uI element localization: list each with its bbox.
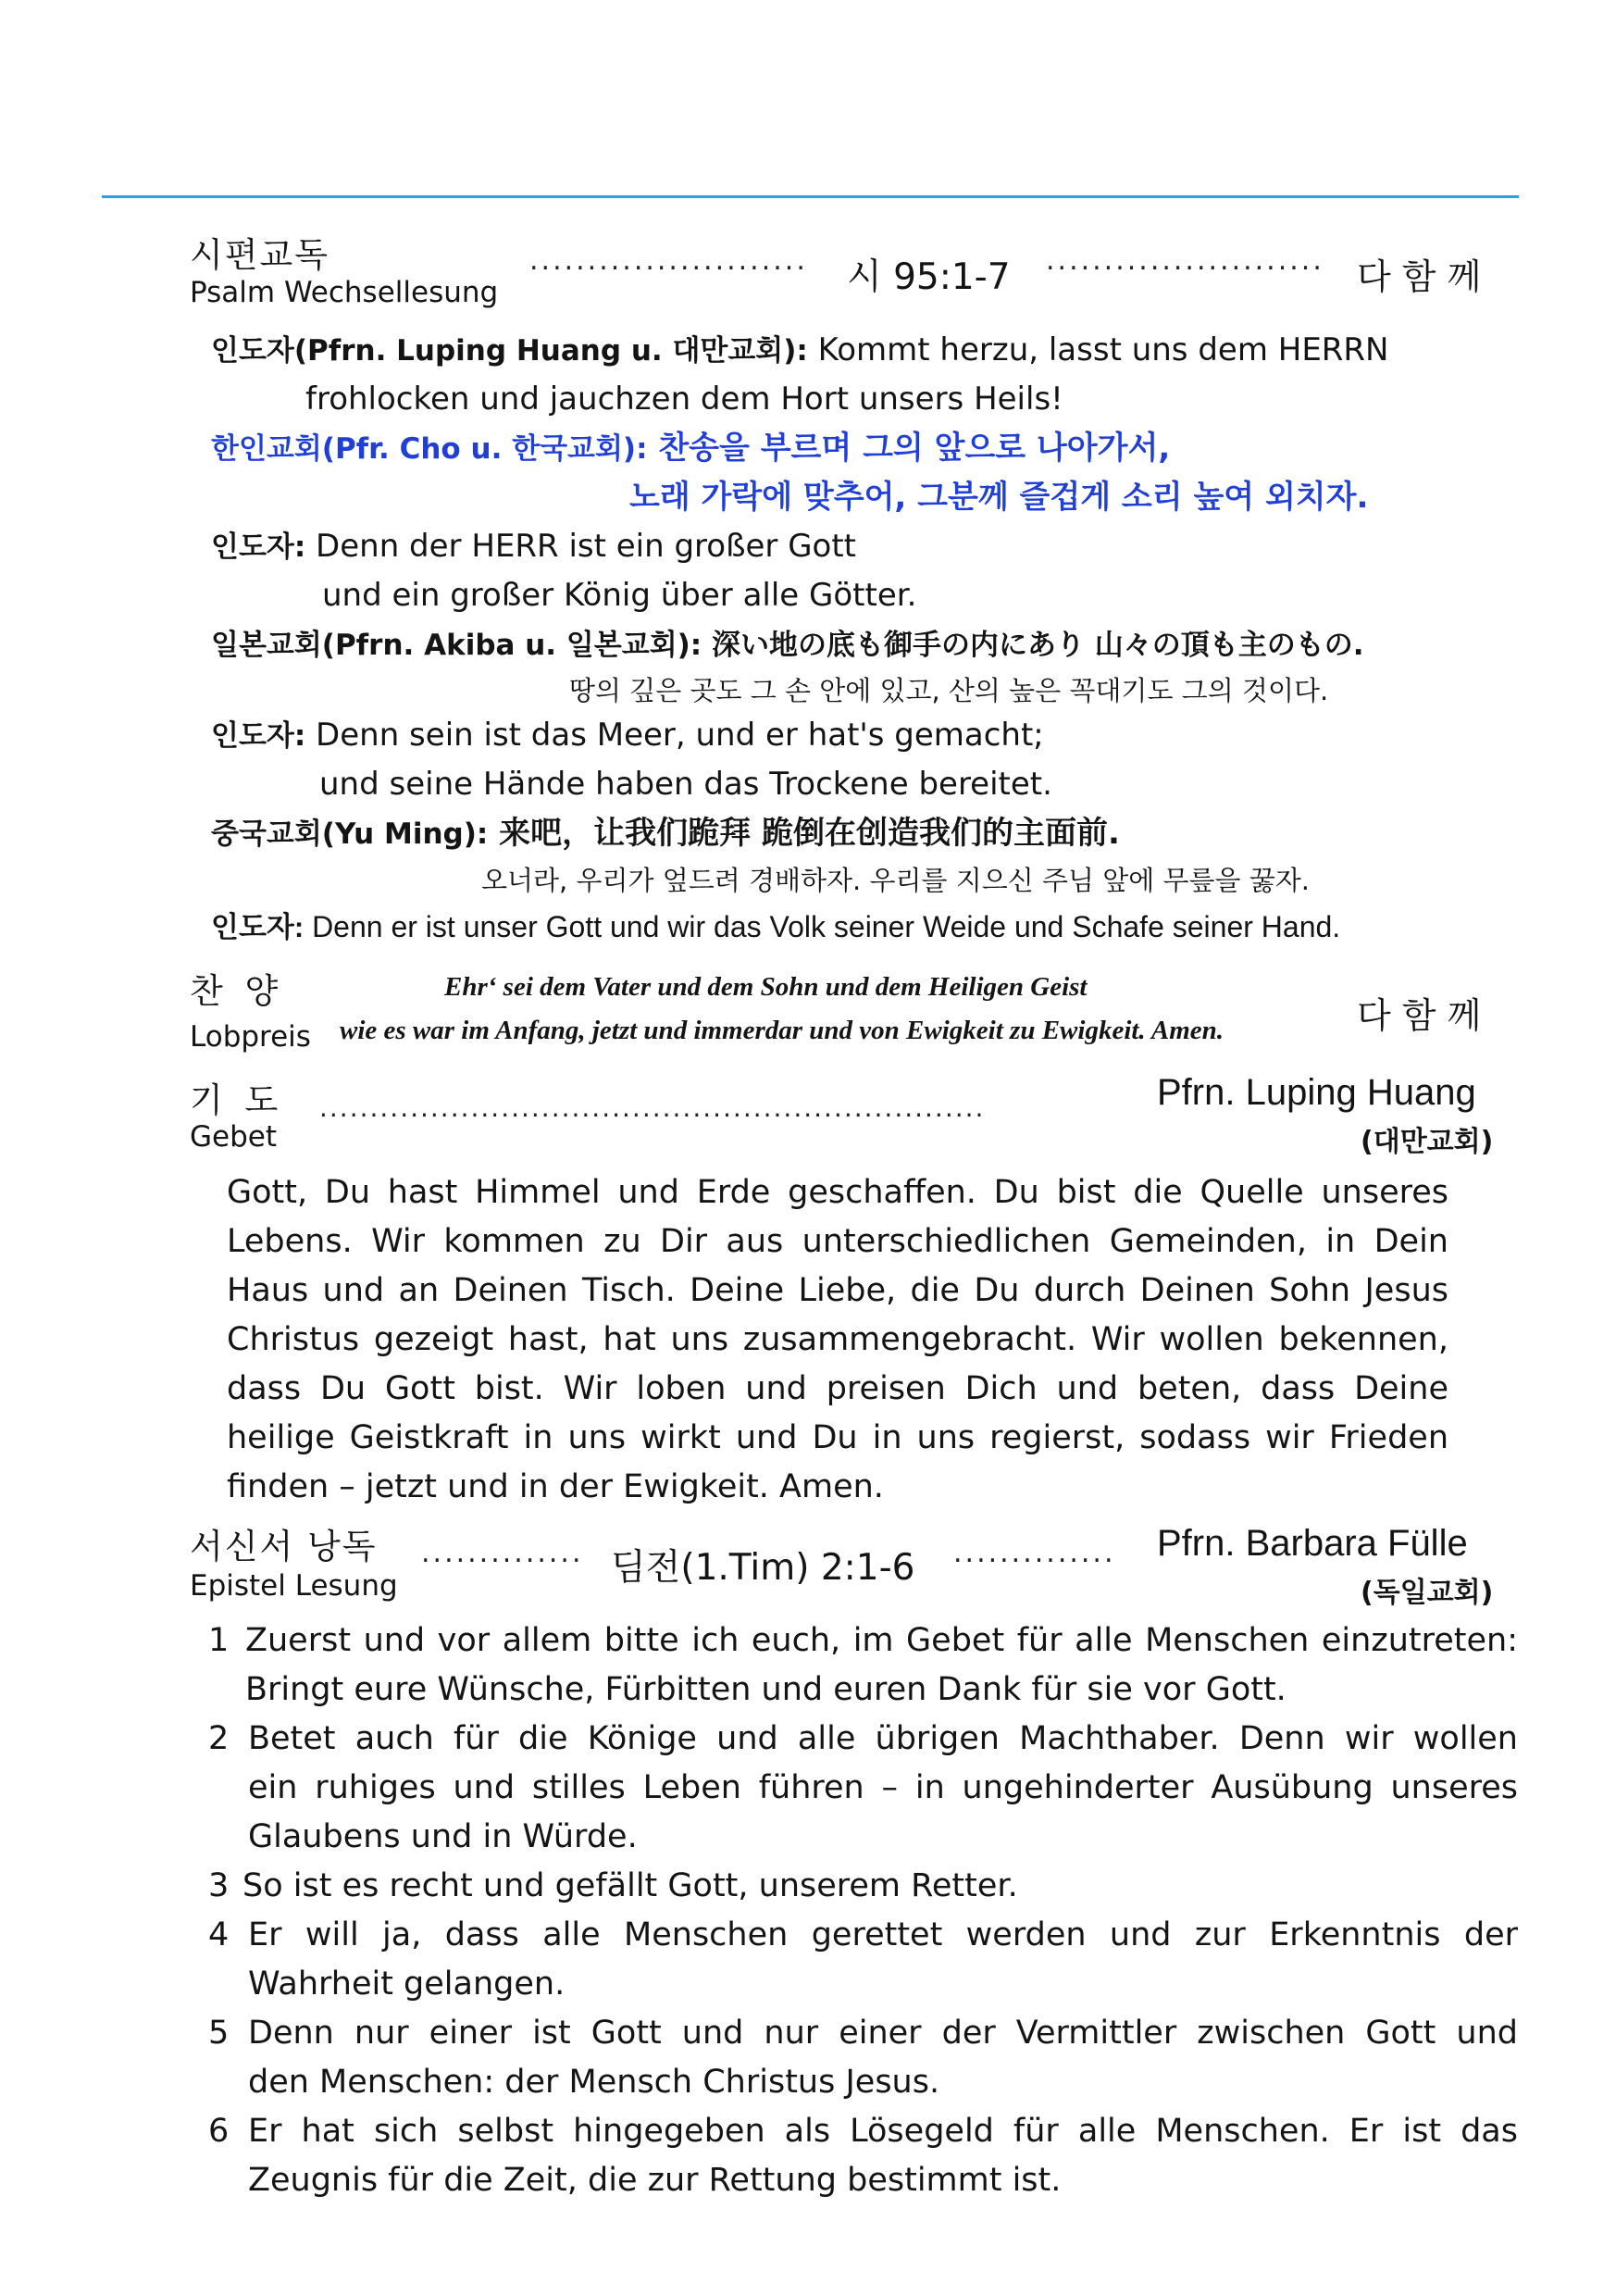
doxology-line: Ehr‘ sei dem Vater und dem Sohn und dem Heiligen Geist bbox=[444, 972, 1088, 1002]
verse-number: 6 bbox=[208, 2113, 230, 2150]
epistle-reader: Pfrn. Barbara Fülle bbox=[1157, 1523, 1468, 1564]
psalm-line bbox=[211, 424, 1170, 474]
top-divider bbox=[102, 195, 1519, 198]
response-text: Kommt herzu, lasst uns dem HERRN bbox=[807, 331, 1389, 368]
verse-number: 4 bbox=[208, 1916, 230, 1953]
psalm-line bbox=[211, 326, 1388, 376]
verse-line: Er hat sich selbst hingegeben als Lösegeld für alle Menschen. Er ist das bbox=[248, 2113, 1518, 2150]
verse-line: Er will ja, dass alle Menschen gerettet werden und zur Erkenntnis der bbox=[248, 1916, 1518, 1953]
epistle-reference: 딤전(1.Tim) 2:1-6 bbox=[611, 1547, 915, 1589]
leader-dots: ........................ bbox=[1046, 244, 1324, 277]
leader-dots: ........................ bbox=[529, 244, 808, 277]
verse-line: Zuerst und vor allem bitte ich euch, im Gebet für alle Menschen einzutreten: bbox=[245, 1622, 1518, 1659]
prayer-line: Haus und an Deinen Tisch. Deine Liebe, die Du durch Deinen Sohn Jesus bbox=[227, 1272, 1448, 1309]
prayer-church: (대만교회) bbox=[1361, 1126, 1494, 1158]
praise-participants: 다 함 께 bbox=[1357, 995, 1482, 1036]
verse-line: den Menschen: der Mensch Christus Jesus. bbox=[248, 2064, 940, 2101]
psalm-line: 오너라, 우리가 엎드려 경배하자. 우리를 지으신 주님 앞에 무릎을 꿇자. bbox=[481, 865, 1311, 896]
psalm-line bbox=[211, 620, 1364, 670]
epistle-title-ko: 서신서 낭독 bbox=[190, 1527, 378, 1566]
psalm-line: und seine Hände haben das Trockene bereitet. bbox=[319, 766, 1052, 803]
verse-line: Zeugnis für die Zeit, die zur Rettung bestimmt ist. bbox=[248, 2162, 1062, 2199]
verse-number: 1 bbox=[208, 1622, 230, 1659]
speaker-label: 인도자: bbox=[211, 530, 306, 564]
psalm-line bbox=[211, 522, 856, 572]
psalm-participants: 다 함 께 bbox=[1357, 256, 1482, 297]
verse-line: So ist es recht und gefällt Gott, unserem Retter. bbox=[242, 1867, 1018, 1904]
epistle-church: (독일교회) bbox=[1361, 1577, 1494, 1609]
verse-text bbox=[248, 2107, 1518, 2205]
verse-text bbox=[248, 1715, 1518, 1862]
prayer-leader: Pfrn. Luping Huang bbox=[1157, 1072, 1476, 1113]
verse-number: 3 bbox=[208, 1867, 230, 1904]
praise-title-de: Lobpreis bbox=[190, 1020, 311, 1054]
response-text: Denn der HERR ist ein großer Gott bbox=[305, 528, 857, 565]
prayer-text bbox=[227, 1168, 1448, 1512]
verse-line: ein ruhiges und stilles Leben führen – in ungehinderter Ausübung unseres bbox=[248, 1769, 1518, 1806]
verse-line: Glaubens und in Würde. bbox=[248, 1818, 638, 1855]
verse-text bbox=[242, 1862, 1518, 1911]
verse-text bbox=[245, 1616, 1518, 1715]
psalm-line: frohlocken und jauchzen dem Hort unsers Heils! bbox=[305, 381, 1063, 418]
doxology-line: wie es war im Anfang, jetzt und immerdar und von Ewigkeit zu Ewigkeit. Amen. bbox=[340, 1016, 1224, 1045]
response-text: 来吧，让我们跪拜 跪倒在创造我们的主面前. bbox=[488, 815, 1120, 852]
prayer-line: Christus gezeigt hast, hat uns zusammengebracht. Wir wollen bekennen, bbox=[227, 1321, 1448, 1358]
psalm-line: und ein großer König über alle Götter. bbox=[322, 577, 917, 614]
speaker-label: 일본교회(Pfrn. Akiba u. 일본교회): bbox=[211, 629, 702, 662]
psalm-reference: 시 95:1-7 bbox=[847, 256, 1011, 298]
psalm-line: 노래 가락에 맞추어, 그분께 즐겁게 소리 높여 외치자. bbox=[629, 479, 1369, 516]
prayer-line: Lebens. Wir kommen zu Dir aus unterschiedlichen Gemeinden, in Dein bbox=[227, 1223, 1448, 1260]
verse-number: 5 bbox=[208, 2015, 230, 2052]
response-text: Denn er ist unser Gott und wir das Volk seiner Weide und Schafe seiner Hand. bbox=[304, 910, 1341, 943]
verse-line: Denn nur einer ist Gott und nur einer der Vermittler zwischen Gott und bbox=[248, 2015, 1518, 2052]
response-text: Denn sein ist das Meer, und er hat's gemacht; bbox=[305, 717, 1044, 754]
speaker-label: 인도자: bbox=[211, 911, 305, 943]
leader-dots: .................................................................. bbox=[319, 1092, 986, 1123]
psalm-line: 땅의 깊은 곳도 그 손 안에 있고, 산의 높은 꼭대기도 그의 것이다. bbox=[569, 675, 1329, 706]
praise-title-ko: 찬 양 bbox=[190, 971, 284, 1011]
speaker-label: 인도자(Pfrn. Luping Huang u. 대만교회): bbox=[211, 334, 808, 368]
verse-text bbox=[248, 2009, 1518, 2107]
speaker-label: 인도자: bbox=[211, 719, 306, 753]
psalm-line bbox=[211, 711, 1044, 761]
speaker-label: 한인교회(Pfr. Cho u. 한국교회): bbox=[211, 432, 648, 466]
prayer-line: dass Du Gott bist. Wir loben und preisen Dich und beten, dass Deine bbox=[227, 1370, 1448, 1407]
leader-dots: .............. bbox=[953, 1537, 1116, 1569]
prayer-line: heilige Geistkraft in uns wirkt und Du in uns regierst, sodass wir Frieden bbox=[227, 1419, 1448, 1456]
prayer-line: finden – jetzt und in der Ewigkeit. Amen. bbox=[227, 1468, 884, 1505]
speaker-label: 중국교회(Yu Ming): bbox=[211, 817, 489, 851]
epistle-title-de: Epistel Lesung bbox=[190, 1569, 398, 1603]
response-text: 찬송을 부르며 그의 앞으로 나아가서, bbox=[647, 430, 1171, 467]
verse-line: Betet auch für die Könige und alle übrigen Machthaber. Denn wir wollen bbox=[248, 1720, 1518, 1757]
verse-text bbox=[248, 1911, 1518, 2009]
response-text: 深い地の底も御手の内にあり 山々の頂も主のもの. bbox=[702, 629, 1364, 662]
verse-number: 2 bbox=[208, 1720, 230, 1757]
psalm-line bbox=[211, 903, 1340, 952]
psalm-title-de: Psalm Wechsellesung bbox=[190, 276, 499, 309]
leader-dots: .............. bbox=[421, 1537, 584, 1569]
psalm-line bbox=[211, 809, 1120, 859]
prayer-line: Gott, Du hast Himmel und Erde geschaffen. Du bist die Quelle unseres bbox=[227, 1174, 1448, 1211]
verse-line: Bringt eure Wünsche, Fürbitten und euren Dank für sie vor Gott. bbox=[245, 1671, 1287, 1708]
psalm-title-ko: 시편교독 bbox=[190, 235, 329, 275]
prayer-title-de: Gebet bbox=[190, 1120, 277, 1154]
prayer-title-ko: 기 도 bbox=[190, 1080, 284, 1120]
verse-line: Wahrheit gelangen. bbox=[248, 1965, 566, 2003]
